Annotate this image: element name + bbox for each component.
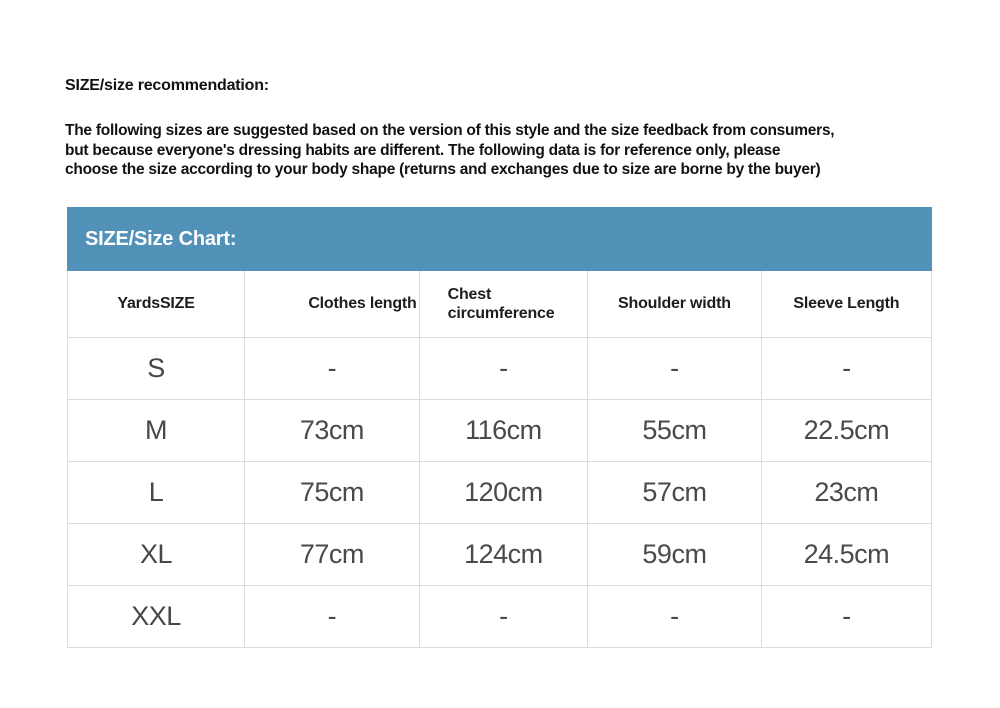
size-chart-section bbox=[67, 207, 932, 648]
table-row-l bbox=[68, 461, 932, 523]
size-recommendation-heading: SIZE/size recommendation: bbox=[65, 77, 269, 94]
table-row-m bbox=[68, 399, 932, 461]
size-cell: M bbox=[68, 399, 245, 461]
value-cell: - bbox=[419, 337, 587, 399]
column-header-sleeve-length: Sleeve Length bbox=[761, 271, 931, 337]
size-chart-title-bar bbox=[67, 207, 932, 271]
table-row-s bbox=[68, 337, 932, 399]
value-cell: 22.5cm bbox=[761, 399, 931, 461]
value-cell: 77cm bbox=[245, 523, 420, 585]
value-cell: - bbox=[588, 337, 762, 399]
size-chart-title: SIZE/Size Chart: bbox=[85, 227, 237, 250]
value-cell: - bbox=[588, 585, 762, 647]
value-cell: 75cm bbox=[245, 461, 420, 523]
size-cell: L bbox=[68, 461, 245, 523]
value-cell: 116cm bbox=[419, 399, 587, 461]
size-cell: XXL bbox=[68, 585, 245, 647]
recommendation-line-2: but because everyone's dressing habits are different. The following data is for reference only, please bbox=[65, 141, 781, 159]
size-table bbox=[67, 271, 932, 648]
table-row-xxl bbox=[68, 585, 932, 647]
value-cell: - bbox=[245, 585, 420, 647]
value-cell: 57cm bbox=[588, 461, 762, 523]
column-header-chest-circumference: Chest circumference bbox=[419, 271, 587, 337]
value-cell: 59cm bbox=[588, 523, 762, 585]
size-recommendation-text bbox=[65, 121, 945, 180]
value-cell: 120cm bbox=[419, 461, 587, 523]
recommendation-line-3: choose the size according to your body shape (returns and exchanges due to size are borne by the buyer) bbox=[65, 161, 821, 178]
value-cell: - bbox=[761, 337, 931, 399]
value-cell: - bbox=[419, 585, 587, 647]
recommendation-line-1: The following sizes are suggested based on the version of this style and the size feedback from consumers, bbox=[65, 122, 835, 139]
value-cell: - bbox=[761, 585, 931, 647]
value-cell: 55cm bbox=[588, 399, 762, 461]
table-header-row bbox=[68, 271, 932, 337]
column-header-shoulder-width: Shoulder width bbox=[588, 271, 762, 337]
size-cell: XL bbox=[68, 523, 245, 585]
value-cell: 73cm bbox=[245, 399, 420, 461]
column-header-yards-size: YardsSIZE bbox=[68, 271, 245, 337]
value-cell: 124cm bbox=[419, 523, 587, 585]
value-cell: - bbox=[245, 337, 420, 399]
column-header-clothes-length: Clothes length bbox=[245, 271, 420, 337]
value-cell: 23cm bbox=[761, 461, 931, 523]
table-row-xl bbox=[68, 523, 932, 585]
value-cell: 24.5cm bbox=[761, 523, 931, 585]
size-cell: S bbox=[68, 337, 245, 399]
